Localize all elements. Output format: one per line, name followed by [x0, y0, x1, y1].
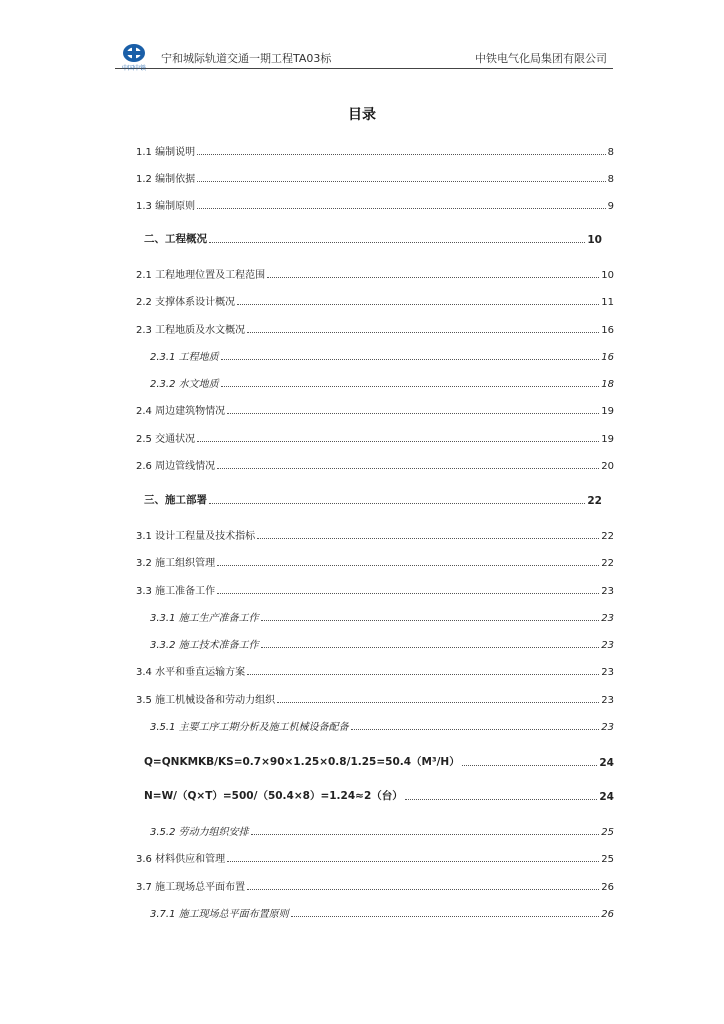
toc-entry-title: 2.3 工程地质及水文概况: [136, 325, 246, 336]
toc-entry[interactable]: [136, 169, 614, 185]
toc-leader: [221, 385, 600, 387]
toc-entry[interactable]: [136, 142, 614, 158]
toc-page-number: 19: [601, 434, 614, 445]
toc-page-number: 22: [587, 495, 602, 507]
toc-entry-title: 2.2 支撑体系设计概况: [136, 297, 236, 308]
toc-entry-title: 3.5.1 主要工序工期分析及施工机械设备配备: [150, 722, 349, 733]
toc-leader: [291, 915, 600, 917]
toc-entry-title: 3.2 施工组织管理: [136, 558, 216, 569]
toc-leader: [217, 592, 599, 594]
toc-entry-title: 2.4 周边建筑物情况: [136, 406, 226, 417]
header-project-title: 宁和城际轨道交通一期工程TA03标: [161, 52, 332, 65]
toc-subentry[interactable]: [150, 374, 614, 390]
toc-leader: [261, 619, 600, 621]
toc-entry-title: N=W/（Q×T）=500/（50.4×8）=1.24≈2（台）: [144, 790, 403, 802]
toc-page-number: 25: [601, 854, 614, 865]
toc-page-number: 11: [601, 297, 614, 308]
toc-entry[interactable]: [136, 265, 614, 281]
toc-page-number: 23: [601, 667, 614, 678]
toc-leader: [209, 241, 585, 243]
toc-entry-title: 3.6 材料供应和管理: [136, 854, 226, 865]
toc-formula-entry[interactable]: [144, 787, 614, 803]
toc-entry-title: 2.5 交通状况: [136, 434, 196, 445]
toc-subentry[interactable]: [150, 608, 614, 624]
toc-leader: [197, 180, 606, 182]
toc-leader: [247, 888, 599, 890]
toc-leader: [227, 860, 599, 862]
toc-subentry[interactable]: [150, 635, 614, 651]
toc-leader: [221, 358, 600, 360]
logo-text: 中国中铁: [121, 65, 147, 72]
toc-page-number: 22: [601, 531, 614, 542]
toc-leader: [247, 673, 599, 675]
toc-leader: [209, 502, 585, 504]
toc-page-number: 16: [601, 352, 614, 363]
toc-page-number: 9: [607, 201, 614, 212]
toc-page-number: 8: [607, 174, 614, 185]
toc-page-number: 19: [601, 406, 614, 417]
page-header: [115, 38, 613, 72]
toc-page-number: 22: [601, 558, 614, 569]
page-title: 目录: [348, 107, 376, 123]
toc-entry-title: 二、工程概况: [144, 233, 207, 245]
toc-subentry[interactable]: [150, 347, 614, 363]
toc-entry[interactable]: [136, 553, 614, 569]
toc-page-number: 10: [601, 270, 614, 281]
toc-page-number: 23: [601, 695, 614, 706]
toc-leader: [217, 564, 599, 566]
crcc-logo-icon: [115, 40, 153, 72]
toc-page-number: 18: [601, 379, 614, 390]
toc-leader: [405, 798, 598, 800]
toc-entry-title: 3.7.1 施工现场总平面布置原则: [150, 909, 289, 920]
toc-entry-title: Q=QNKMKB/KS=0.7×90×1.25×0.8/1.25=50.4（M³/H）: [144, 756, 460, 768]
toc-page-number: 25: [601, 827, 614, 838]
toc-page-number: 24: [599, 791, 614, 803]
toc-leader: [227, 412, 599, 414]
toc-entry[interactable]: [136, 292, 614, 308]
toc-page-number: 26: [601, 909, 614, 920]
toc-entry-title: 2.3.2 水文地质: [150, 379, 219, 390]
toc-entry[interactable]: [136, 662, 614, 678]
toc-page-number: 16: [601, 325, 614, 336]
toc-subentry[interactable]: [150, 717, 614, 733]
toc-chapter-entry[interactable]: [144, 491, 602, 507]
toc-entry[interactable]: [136, 581, 614, 597]
toc-entry[interactable]: [136, 877, 614, 893]
toc-leader: [217, 467, 599, 469]
toc-entry-title: 1.3 编制原则: [136, 201, 196, 212]
toc-entry-title: 3.3.1 施工生产准备工作: [150, 613, 259, 624]
toc-entry[interactable]: [136, 456, 614, 472]
toc-leader: [197, 440, 599, 442]
toc-leader: [197, 207, 606, 209]
toc-entry-title: 3.7 施工现场总平面布置: [136, 882, 246, 893]
toc-page-number: 23: [601, 722, 614, 733]
toc-entry-title: 3.5.2 劳动力组织安排: [150, 827, 249, 838]
toc-leader: [267, 276, 599, 278]
toc-formula-entry[interactable]: [144, 753, 614, 769]
toc-entry-title: 3.3.2 施工技术准备工作: [150, 640, 259, 651]
toc-entry[interactable]: [136, 320, 614, 336]
toc-entry-title: 3.3 施工准备工作: [136, 586, 216, 597]
toc-page-number: 8: [607, 147, 614, 158]
toc-leader: [247, 331, 599, 333]
toc-page-number: 10: [587, 234, 602, 246]
toc-subentry[interactable]: [150, 904, 614, 920]
toc-entry-title: 2.6 周边管线情况: [136, 461, 216, 472]
toc-leader: [462, 764, 598, 766]
toc-page-number: 26: [601, 882, 614, 893]
toc-page-number: 24: [599, 757, 614, 769]
toc-page-number: 20: [601, 461, 614, 472]
toc-entry-title: 1.2 编制依据: [136, 174, 196, 185]
toc-leader: [197, 153, 606, 155]
toc-leader: [251, 833, 600, 835]
toc-chapter-entry[interactable]: [144, 230, 602, 246]
toc-leader: [237, 303, 599, 305]
toc-entry-title: 1.1 编制说明: [136, 147, 196, 158]
toc-page-number: 23: [601, 640, 614, 651]
toc-entry[interactable]: [136, 196, 614, 212]
toc-entry[interactable]: [136, 401, 614, 417]
toc-entry[interactable]: [136, 429, 614, 445]
toc-entry-title: 2.3.1 工程地质: [150, 352, 219, 363]
toc-leader: [351, 728, 600, 730]
toc-page-number: 23: [601, 613, 614, 624]
toc-entry-title: 2.1 工程地理位置及工程范围: [136, 270, 266, 281]
toc-entry[interactable]: [136, 849, 614, 865]
toc-subentry[interactable]: [150, 822, 614, 838]
toc-entry-title: 3.4 水平和垂直运输方案: [136, 667, 246, 678]
toc-entry[interactable]: [136, 690, 614, 706]
toc-entry[interactable]: [136, 526, 614, 542]
toc-entry-title: 三、施工部署: [144, 494, 207, 506]
toc-entry-title: 3.5 施工机械设备和劳动力组织: [136, 695, 276, 706]
toc-page-number: 23: [601, 586, 614, 597]
toc-leader: [257, 537, 599, 539]
header-company-name: 中铁电气化局集团有限公司: [475, 52, 607, 65]
toc-leader: [277, 701, 599, 703]
toc-leader: [261, 646, 600, 648]
toc-entry-title: 3.1 设计工程量及技术指标: [136, 531, 256, 542]
